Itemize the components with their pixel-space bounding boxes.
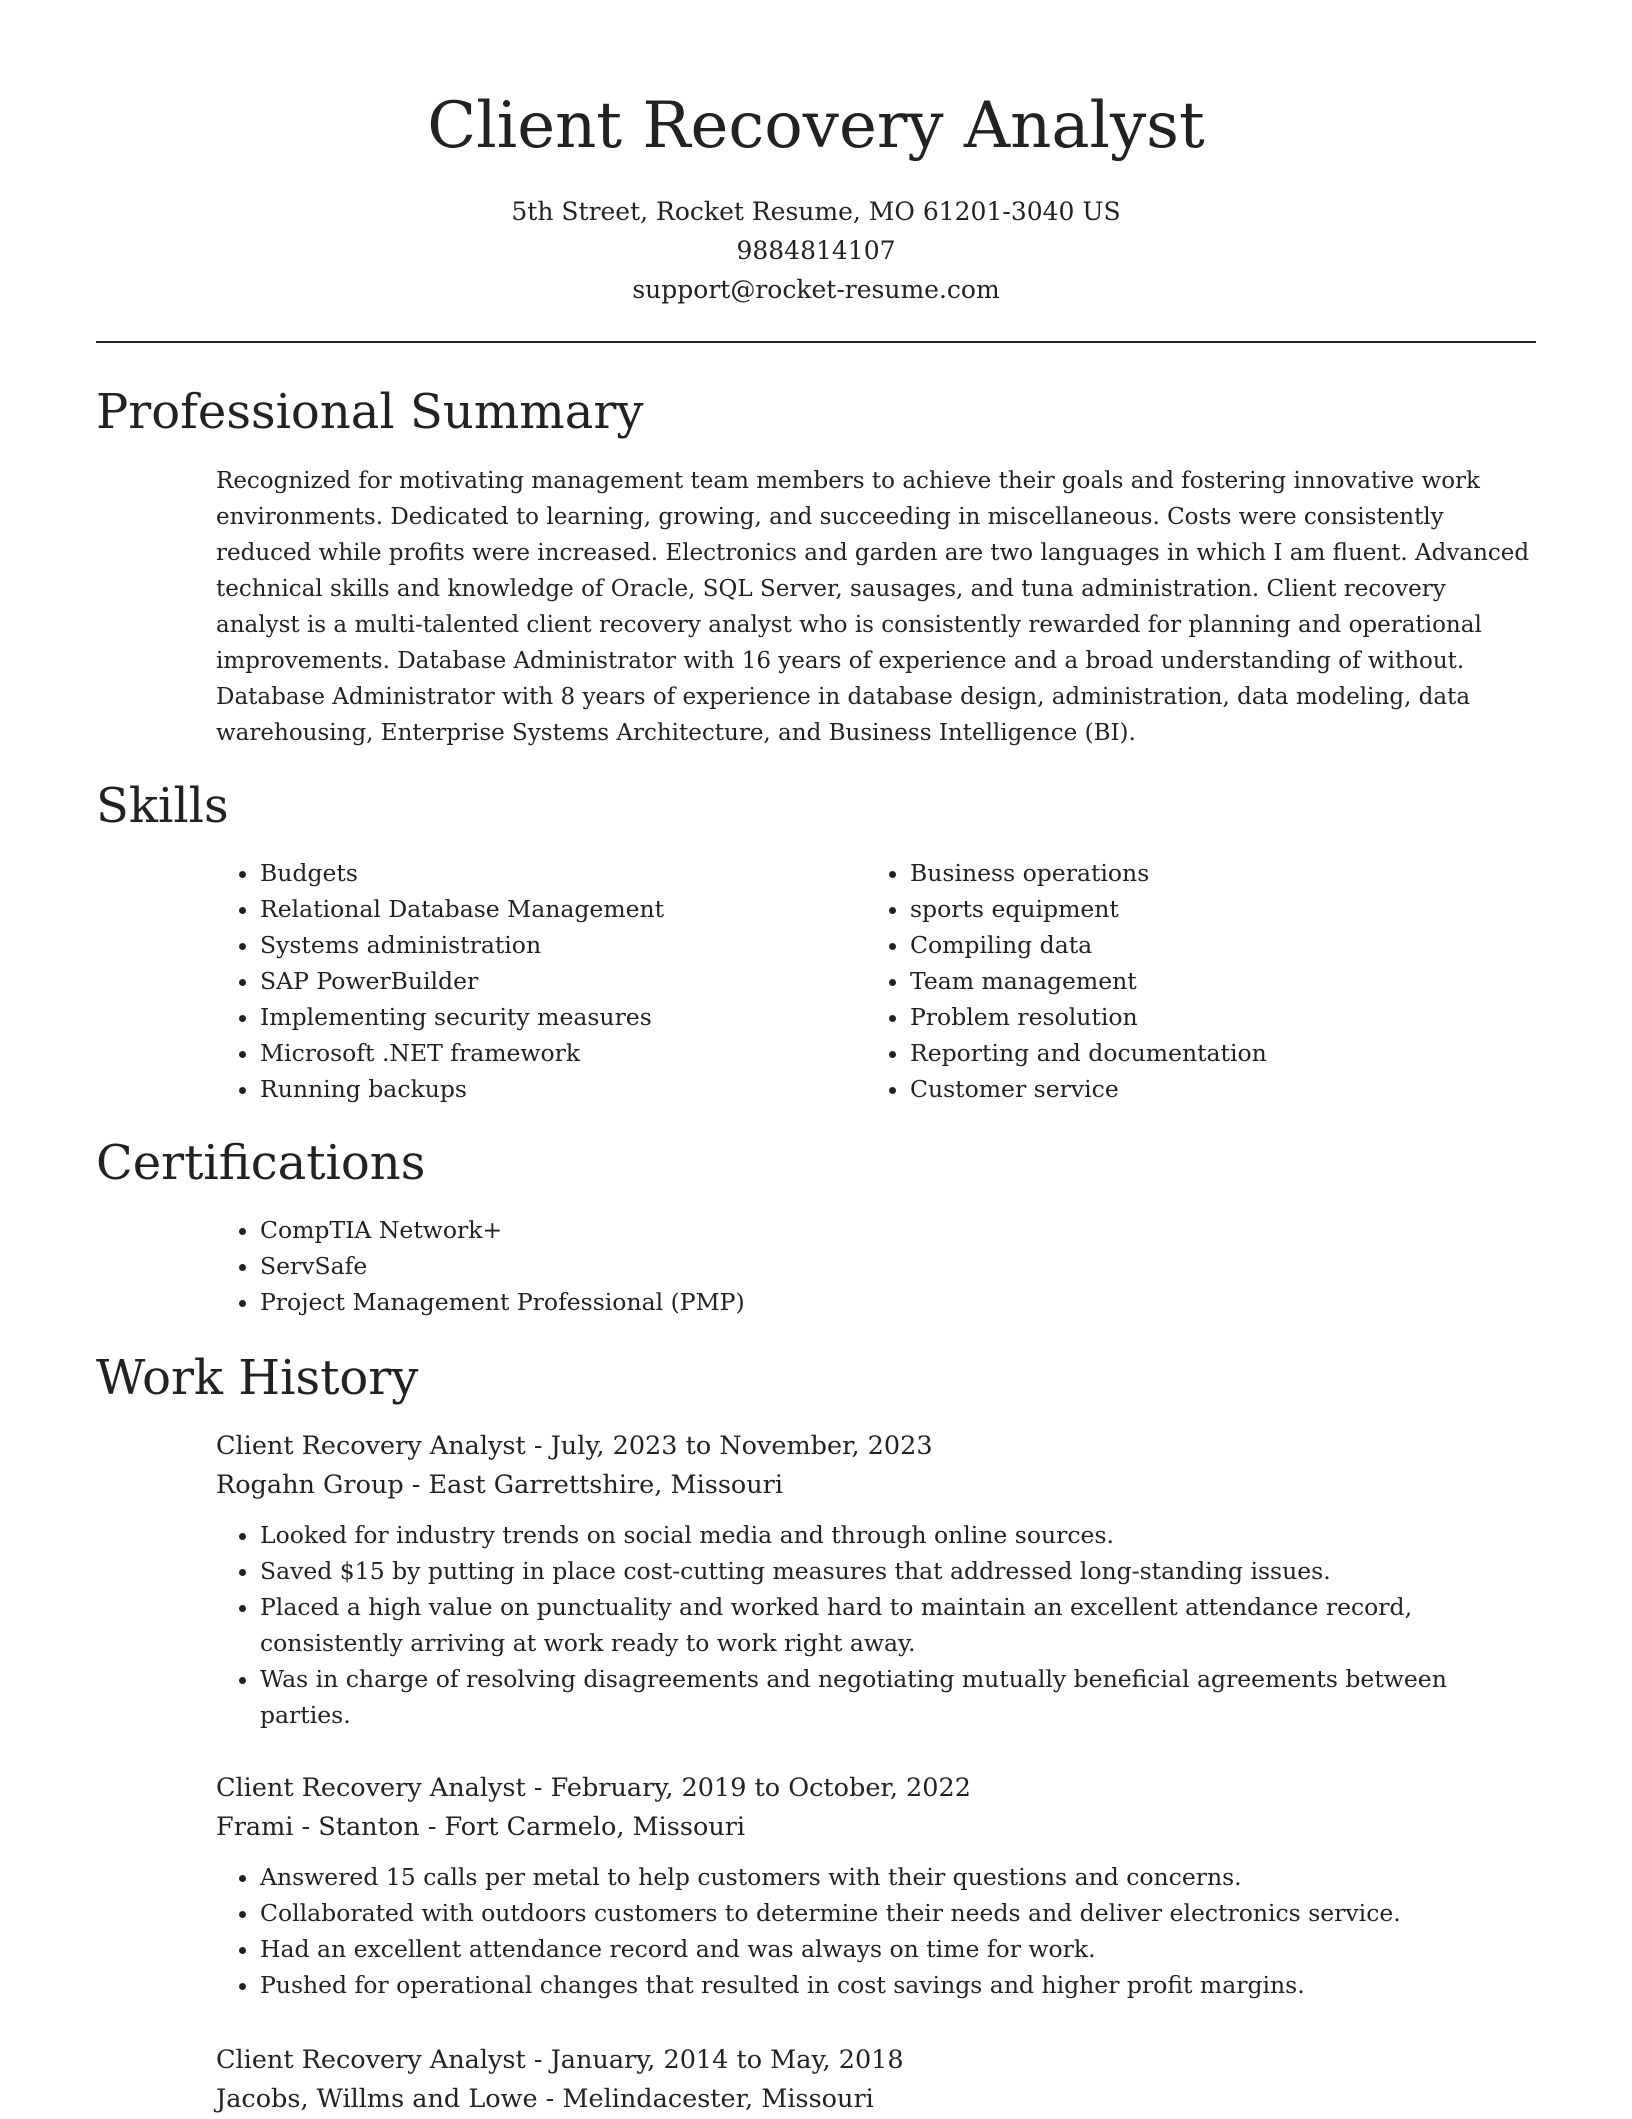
job-duty-item: • Looked for industry trends on social media and through online sources. — [260, 1517, 1536, 1553]
job-company-location: Jacobs, Willms and Lowe - Melindacester, Missouri — [216, 2084, 874, 2114]
skills-column-right — [866, 855, 1526, 1107]
section-title-skills: Skills — [96, 778, 229, 834]
job-duty-item: • Answered 15 calls per metal to help customers with their questions and concerns. — [260, 1859, 1536, 1895]
job-title-dates: Client Recovery Analyst - February, 2019 to October, 2022 — [216, 1773, 971, 1803]
skill-item: • Implementing security measures — [260, 999, 816, 1035]
job-duty-item: • Pushed for operational changes that resulted in cost savings and higher profit margins. — [260, 1967, 1536, 2003]
skills-list-right — [866, 855, 1526, 1107]
skill-item: • Microsoft .NET framework — [260, 1035, 816, 1071]
skills-column-left — [216, 855, 816, 1107]
skill-item: • Running backups — [260, 1071, 816, 1107]
skill-item: • Team management — [910, 963, 1526, 999]
job-duty-item: • Was in charge of resolving disagreements and negotiating mutually beneficial agreements between parties. — [260, 1661, 1536, 1733]
section-title-work-history: Work History — [96, 1350, 419, 1406]
candidate-name: Client Recovery Analyst — [427, 89, 1205, 163]
header-divider — [96, 341, 1536, 343]
skill-item: • Systems administration — [260, 927, 816, 963]
job-entry — [216, 1427, 1536, 1733]
certifications-list — [216, 1212, 1516, 1320]
job-duty-item: • Saved $15 by putting in place cost-cutting measures that addressed long-standing issues. — [260, 1553, 1536, 1589]
job-entry — [216, 1769, 1536, 2003]
professional-summary-text: Recognized for motivating management team members to achieve their goals and fostering innovative work environments. Dedicated to learning, growing, and succeeding in miscellaneous. Costs were consistently reduced while profits were increased. Electronics and garden are two languages in which I am fluent. Advanced technical skills and knowledge of Oracle, SQL Server, sausages, and tuna administration. Client recovery analyst is a multi-talented client recovery analyst who is consistently rewarded for planning and operational improvements. Database Administrator with 16 years of experience and a broad understanding of without. Database Administrator with 8 years of experience in database design, administration, data modeling, data warehousing, Enterprise Systems Architecture, and Business Intelligence (BI). — [216, 468, 1530, 746]
skill-item: • Budgets — [260, 855, 816, 891]
resume-header — [96, 78, 1536, 309]
job-duties-list — [216, 1517, 1536, 1733]
job-entry — [216, 2041, 1536, 2119]
certification-item: • Project Management Professional (PMP) — [260, 1284, 1516, 1320]
contact-phone: 9884814107 — [736, 236, 896, 265]
skills-list-left — [216, 855, 816, 1107]
job-duty-item: • Placed a high value on punctuality and worked hard to maintain an excellent attendance record, consistently arriving at work ready to work right away. — [260, 1589, 1536, 1661]
certification-item: • ServSafe — [260, 1248, 1516, 1284]
certifications-block — [216, 1212, 1516, 1320]
skill-item: • Compiling data — [910, 927, 1526, 963]
skill-item: • sports equipment — [910, 891, 1526, 927]
job-company-location: Frami - Stanton - Fort Carmelo, Missouri — [216, 1812, 746, 1842]
section-title-certifications: Certifications — [96, 1135, 426, 1191]
job-title-dates: Client Recovery Analyst - January, 2014 to May, 2018 — [216, 2045, 904, 2075]
skill-item: • Relational Database Management — [260, 891, 816, 927]
skill-item: • Reporting and documentation — [910, 1035, 1526, 1071]
job-title-dates: Client Recovery Analyst - July, 2023 to November, 2023 — [216, 1431, 933, 1461]
skill-item: • Business operations — [910, 855, 1526, 891]
job-company-location: Rogahn Group - East Garrettshire, Missouri — [216, 1470, 784, 1500]
skill-item: • Customer service — [910, 1071, 1526, 1107]
job-duty-item: • Had an excellent attendance record and was always on time for work. — [260, 1931, 1536, 1967]
section-title-summary: Professional Summary — [96, 384, 644, 440]
contact-email: support@rocket-resume.com — [632, 275, 1000, 304]
contact-address: 5th Street, Rocket Resume, MO 61201-3040 US — [511, 197, 1121, 226]
job-duty-item: • Collaborated with outdoors customers to determine their needs and deliver electronics service. — [260, 1895, 1536, 1931]
skill-item: • SAP PowerBuilder — [260, 963, 816, 999]
certification-item: • CompTIA Network+ — [260, 1212, 1516, 1248]
skill-item: • Problem resolution — [910, 999, 1526, 1035]
job-duties-list — [216, 1859, 1536, 2003]
